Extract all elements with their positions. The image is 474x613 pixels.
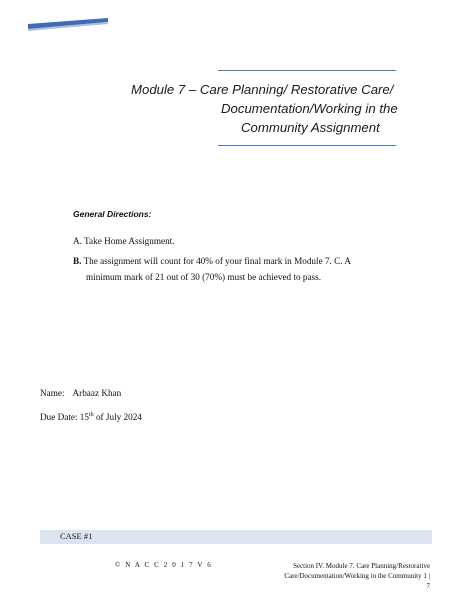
directions-heading: General Directions: <box>73 209 152 219</box>
footer-section-info <box>240 561 430 591</box>
header-decoration <box>28 17 108 37</box>
direction-item-b-marker: B. <box>73 256 82 266</box>
due-date-suffix: of July 2024 <box>93 412 142 422</box>
title-bottom-rule <box>218 145 396 146</box>
direction-item-a: A. Take Home Assignment. <box>73 236 175 246</box>
direction-item-b-continuation: minimum mark of 21 out of 30 (70%) must be achieved to pass. <box>86 272 322 282</box>
title-line-3: Community Assignment <box>241 120 380 135</box>
case-label: CASE #1 <box>60 531 93 541</box>
document-title <box>100 80 440 137</box>
footer-copyright: © N A C C 2 0 1 7 V 6 <box>115 561 213 569</box>
name-label: Name: <box>40 388 65 398</box>
case-bar <box>40 530 432 544</box>
footer-line-2: Care/Documentation/Working in the Community 1 | <box>284 572 430 580</box>
due-date-prefix: Due Date: 15 <box>40 412 89 422</box>
student-name: Arbaaz Khan <box>72 388 122 398</box>
direction-item-b-text: The assignment will count for 40% of your final mark in Module 7. C. A <box>81 256 351 266</box>
direction-item-b <box>73 253 373 285</box>
title-line-1: Module 7 – Care Planning/ Restorative Care/ <box>131 82 394 97</box>
due-date-ordinal: th <box>88 411 94 418</box>
footer-page-number: 7 <box>426 582 430 590</box>
due-date-line <box>40 412 142 422</box>
student-name-line <box>40 388 121 398</box>
footer-line-1: Section IV. Module 7. Care Planning/Restorative <box>293 562 430 570</box>
title-line-2: Documentation/Working in the <box>221 101 398 116</box>
title-top-rule <box>218 70 396 71</box>
